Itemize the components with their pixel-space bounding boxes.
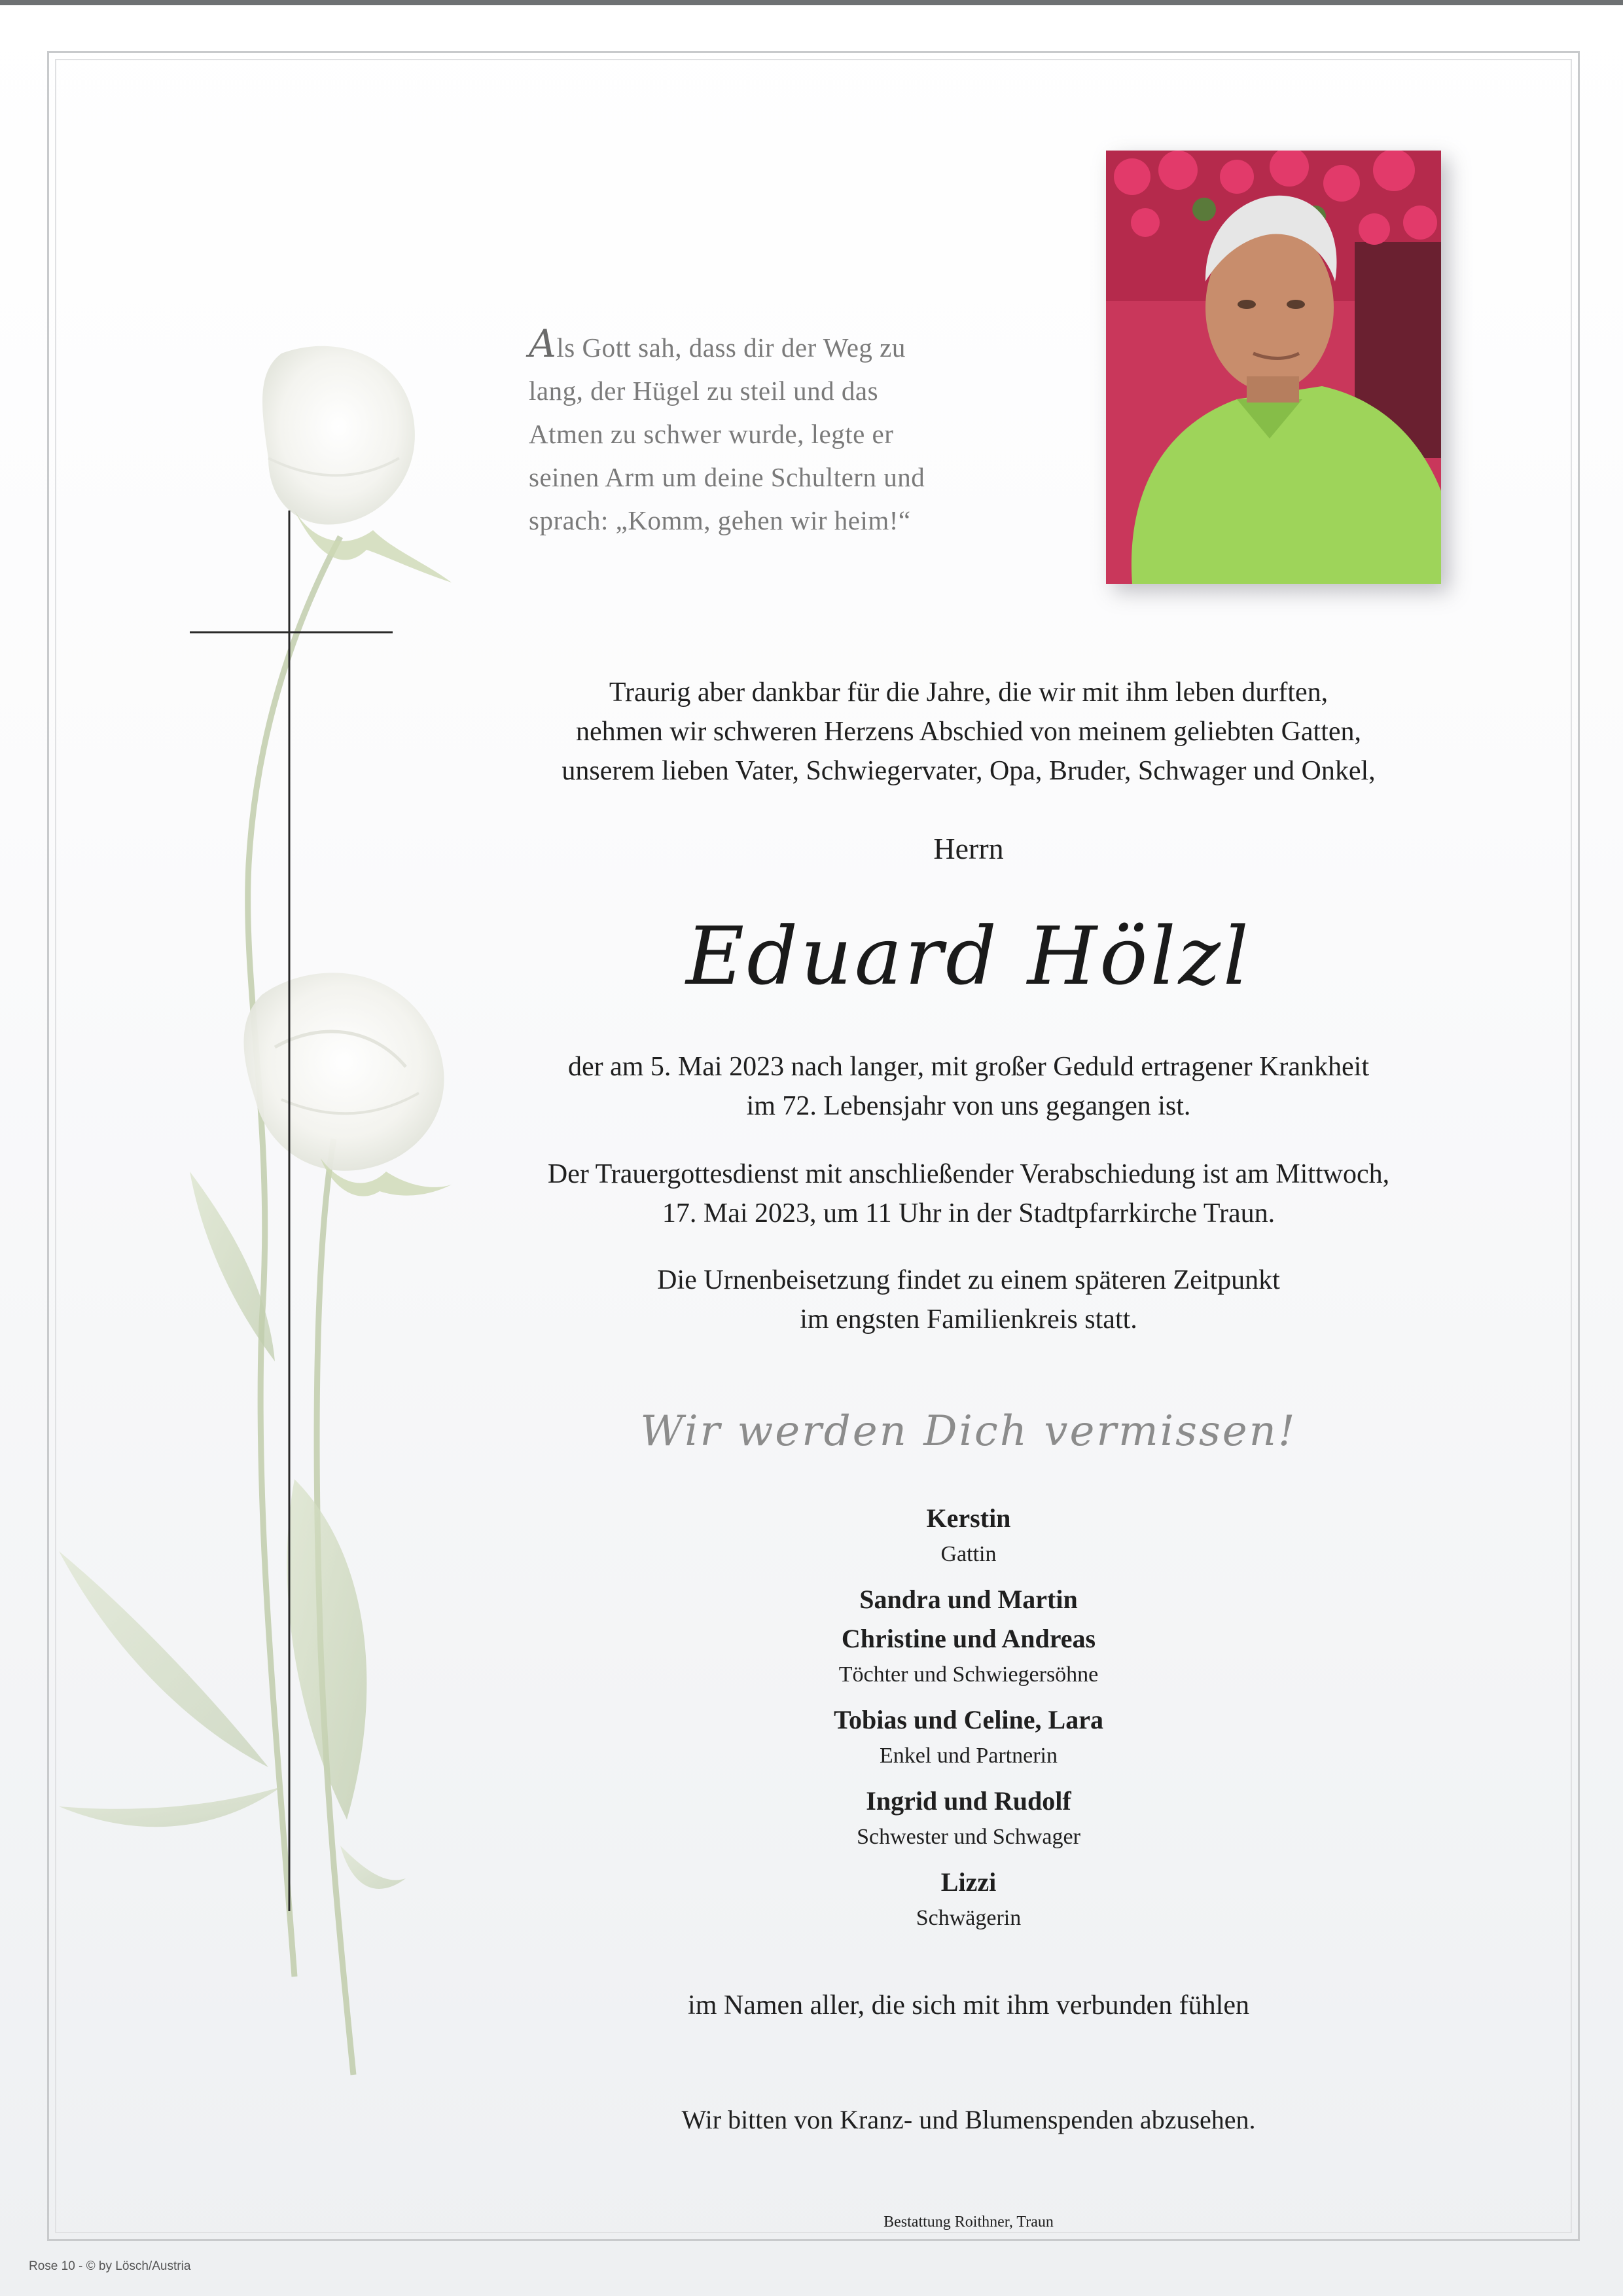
mourner-name: Christine und Andreas <box>841 1624 1096 1653</box>
intro-text <box>445 673 1492 791</box>
mourner-name: Lizzi <box>940 1867 997 1897</box>
mourner-name: Ingrid und Rudolf <box>866 1786 1071 1816</box>
mourner-relation: Gattin <box>940 1542 997 1566</box>
death-notice-line: der am 5. Mai 2023 nach langer, mit großer Geduld ertragener Krankheit <box>567 1052 1370 1082</box>
service-line: 17. Mai 2023, um 11 Uhr in der Stadtpfarrkirche Traun. <box>662 1198 1275 1229</box>
intro-line: unserem lieben Vater, Schwiegervater, Opa, Bruder, Schwager und Onkel, <box>562 756 1376 786</box>
urn-notice <box>445 1261 1492 1339</box>
mourner-group <box>445 1580 1492 1691</box>
death-notice-line: im 72. Lebensjahr von uns gegangen ist. <box>746 1091 1191 1121</box>
mourner-group <box>445 1782 1492 1854</box>
scan-top-edge <box>0 0 1623 5</box>
mourner-relation: Enkel und Partnerin <box>880 1744 1058 1768</box>
deceased-name: Eduard Hölzl <box>686 910 1251 1003</box>
cross-symbol <box>183 511 406 1911</box>
quote-line: Als Gott sah, dass dir der Weg zu <box>529 321 906 366</box>
mourner-group <box>445 1499 1492 1571</box>
urn-line: im engsten Familienkreis statt. <box>800 1304 1137 1335</box>
mourner-name: Sandra und Martin <box>859 1585 1078 1614</box>
portrait-photo <box>1106 151 1441 584</box>
closing-line: im Namen aller, die sich mit ihm verbunden fühlen <box>688 1990 1249 2020</box>
flower-donation-request: Wir bitten von Kranz- und Blumenspenden abzusehen. <box>681 2105 1256 2134</box>
mourner-relation: Schwester und Schwager <box>857 1825 1080 1849</box>
memorial-quote <box>529 322 1026 542</box>
mourner-name: Kerstin <box>926 1503 1011 1533</box>
mourner-relation: Töchter und Schwiegersöhne <box>838 1662 1099 1687</box>
mourner-relation: Schwägerin <box>916 1906 1022 1930</box>
undertaker-name: Bestattung Roithner, Traun <box>883 2214 1054 2231</box>
mourner-name: Tobias und Celine, Lara <box>834 1705 1103 1734</box>
urn-line: Die Urnenbeisetzung findet zu einem späteren Zeitpunkt <box>657 1265 1280 1295</box>
service-line: Der Trauergottesdienst mit anschließender Verabschiedung ist am Mittwoch, <box>547 1159 1390 1189</box>
intro-line: nehmen wir schweren Herzens Abschied von meinem geliebten Gatten, <box>575 717 1362 747</box>
mourners-list <box>445 1499 1492 1944</box>
intro-line: Traurig aber dankbar für die Jahre, die wir mit ihm leben durften, <box>609 677 1329 708</box>
quote-line: sprach: „Komm, gehen wir heim!“ <box>529 505 911 535</box>
miss-you-heading: Wir werden Dich vermissen! <box>640 1407 1297 1456</box>
mourner-group <box>445 1863 1492 1935</box>
quote-initial: A <box>529 321 557 366</box>
mourner-group <box>445 1700 1492 1772</box>
salutation: Herrn <box>933 832 1004 865</box>
quote-line: lang, der Hügel zu steil und das <box>529 376 879 406</box>
quote-line: Atmen zu schwer wurde, legte er <box>529 419 894 449</box>
service-notice <box>445 1155 1492 1233</box>
death-notice <box>445 1047 1492 1126</box>
design-credit: Rose 10 - © by Lösch/Austria <box>29 2259 191 2273</box>
quote-line: seinen Arm um deine Schultern und <box>529 462 925 492</box>
